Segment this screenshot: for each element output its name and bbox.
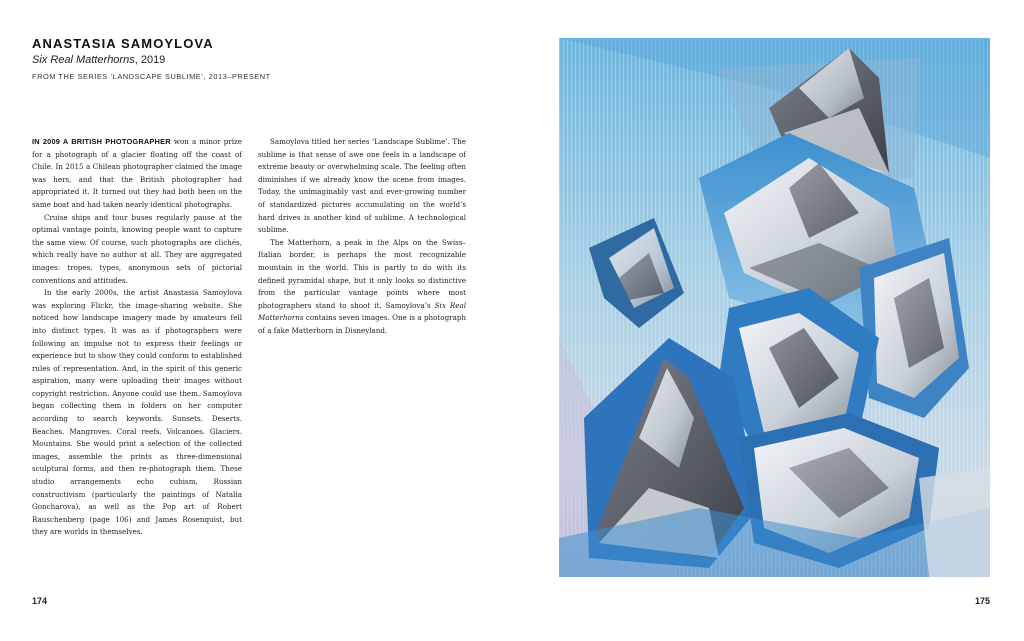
page-number-left: 174: [32, 596, 48, 606]
paragraph-5: [258, 237, 466, 338]
artwork-title-italic: Six Real Matterhorns: [32, 54, 135, 66]
lead-in: IN 2009 A BRITISH PHOTOGRAPHER: [32, 137, 171, 146]
paragraph-5-italic-title: Six Real Matterhorns: [258, 300, 466, 323]
paragraph-5-text-a: The Matterhorn, a peak in the Alps on the Swiss–Italian border, is perhaps the most recognizable mountain in the world. This is partly to do with its defined pyramidal shape, but it only looks so distinctive from the particular vantage points where most photographers stand to shoot it. Samoylova’s: [258, 237, 466, 310]
body-column-left: [32, 136, 242, 539]
paragraph-4: Samoylova titled her series ‘Landscape Sublime’. The sublime is that sense of awe one feels in a landscape of extreme beauty or overwhelming scale. The feeling often diminishes if we already know the scene from images. Today, the unimaginably vast and ever-growing number of standardized pictures accumulating on the world’s hard drives is another kind of sublime. A technological sublime.: [258, 137, 466, 235]
paragraph-1: [32, 136, 242, 212]
paragraph-3: In the early 2000s, the artist Anastasia Samoylova was exploring Flickr, the image-sharing website. She noticed how landscape imagery made by amateurs fell into distinct types. It was as if photographers were following an impulse not to express their feelings or experience but to show they could conform to established rules of representation. And, in the spirit of this generic aspiration, many were uploading their images without copyright restriction. Anyone could use them. Samoylova began collecting them in folders on her computer according to search keywords. Sunsets. Deserts. Beaches. Mangroves. Coral reefs. Volcanoes. Glaciers. Mountains. She would print a selection of the collected images, assemble the prints as three-dimensional sculptural forms, and then re-photograph them. These studio arrangements echo cubism, Russian constructivism (particularly the paintings of Natalia Goncharova), as well as the Pop art of Robert Rauschenberg (page 106) and James Rosenquist, but they are worlds in themselves.: [32, 288, 242, 537]
paragraph-1-text: won a minor prize for a photograph of a glacier floating off the coast of Chile. In 2015 a Chilean photographer claimed the image was hers, and that the British photographer had appropriated it. It turned out they had both been on the same boat and had taken nearly identical photographs.: [32, 137, 242, 209]
artwork-year: , 2019: [134, 54, 166, 66]
matterhorn-collage-image: [559, 38, 990, 577]
series-caption: FROM THE SERIES ‘LANDSCAPE SUBLIME’, 2013–PRESENT: [32, 72, 271, 81]
paragraph-2: Cruise ships and tour buses regularly pause at the optimal vantage points, knowing people want to capture the same view. Of course, such photographs are clichés, which really have no author at all. They are aggregated images: tropes, types, anonymous sets of pictorial conventions and attitudes.: [32, 212, 242, 285]
page-number-right: 175: [974, 596, 990, 606]
paragraph-5-text-b: contains seven images. One is a photograph of a fake Matterhorn in Disneyland.: [258, 313, 466, 335]
artist-name: ANASTASIA SAMOYLOVA: [32, 36, 214, 51]
body-column-right: [258, 136, 466, 338]
artwork-title: [32, 54, 165, 66]
artwork-photograph: [559, 38, 990, 577]
